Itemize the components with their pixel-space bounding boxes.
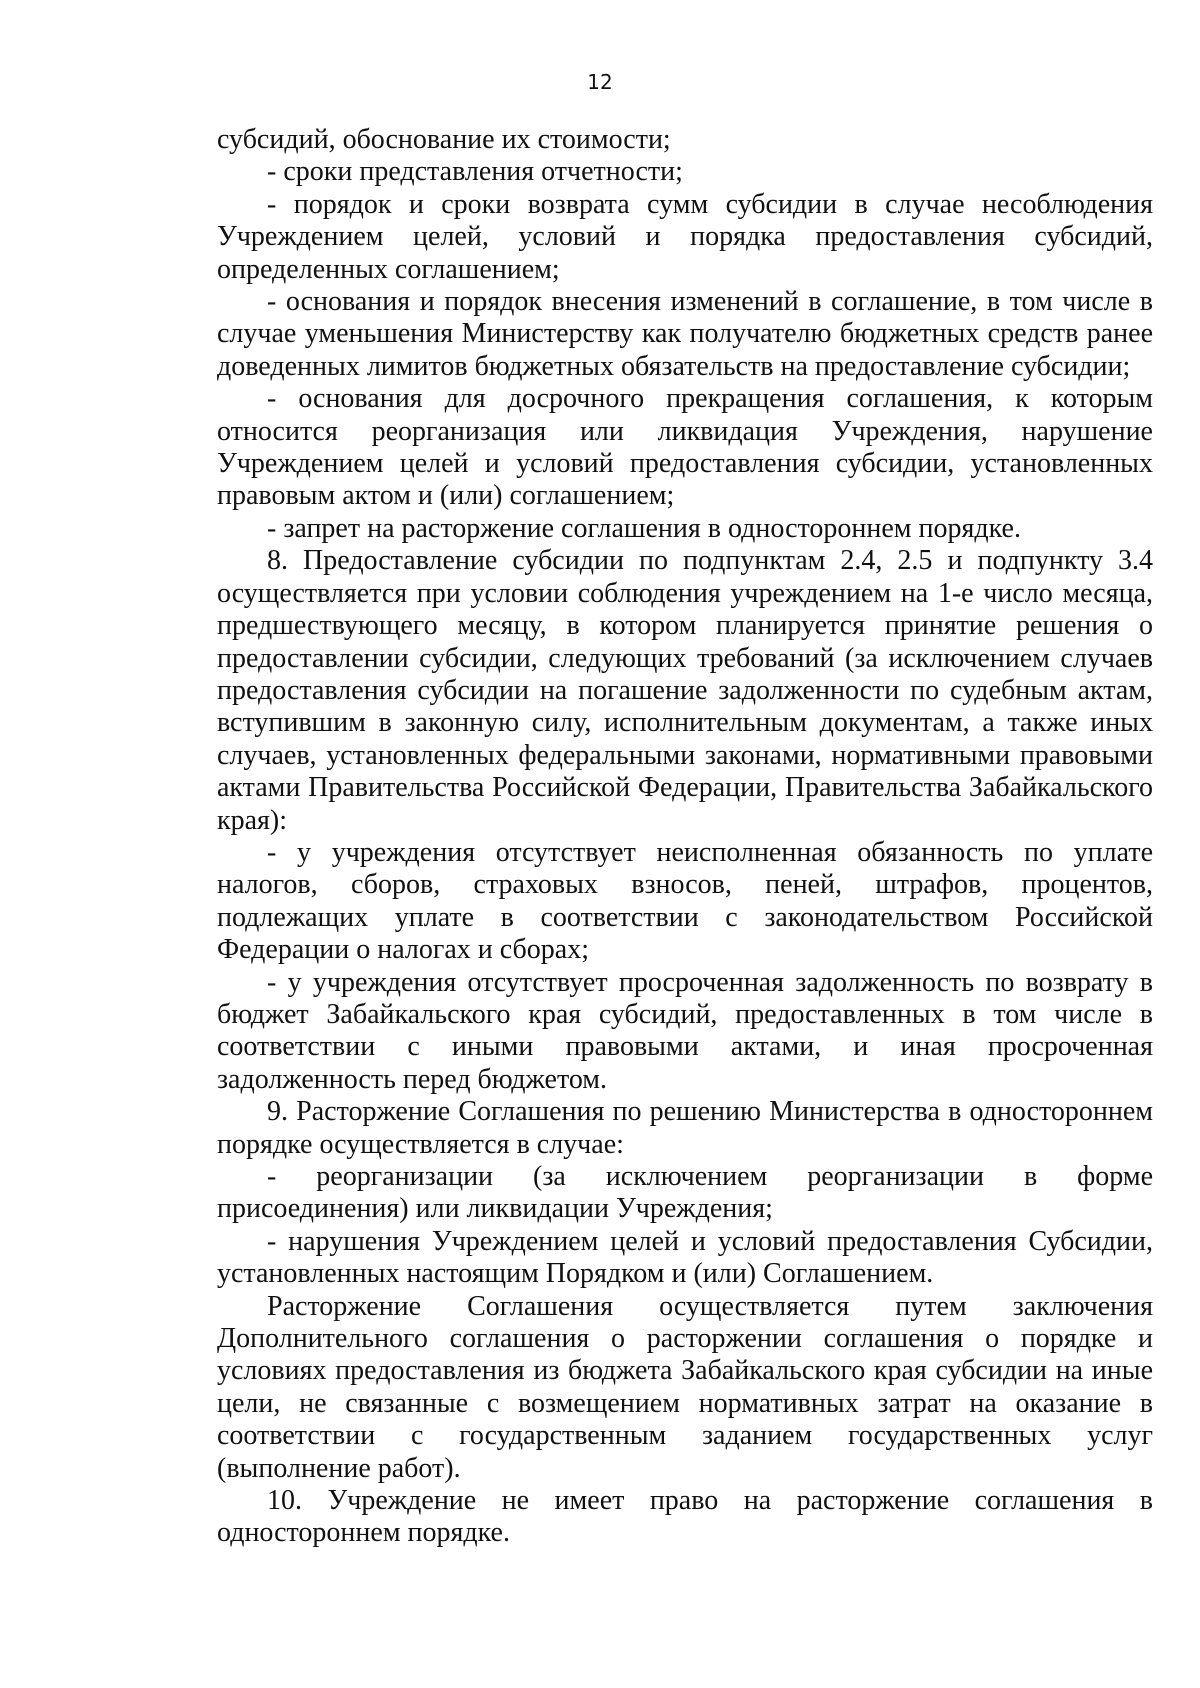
paragraph-violation: - нарушения Учреждением целей и условий предоставления Субсидии, установленных настоящим Порядком и (или) Соглашением. xyxy=(217,1225,1153,1290)
paragraph-amendment-grounds: - основания и порядок внесения изменений в соглашение, в том числе в случае уменьшения Министерству как получателю бюджетных средств ранее доведенных лимитов бюджетных обязательств на предоставление субсидии; xyxy=(217,286,1153,382)
document-body xyxy=(217,124,1153,1550)
paragraph-termination-procedure: Расторжение Соглашения осуществляется путем заключения Дополнительного соглашения о расторжении соглашения о порядке и условиях предоставления из бюджета Забайкальского края субсидии на иные цели, не связанные с возмещением нормативных затрат на оказание в соответствии с государственным заданием государственных услуг (выполнение работ). xyxy=(217,1290,1153,1484)
paragraph-refund-procedure: - порядок и сроки возврата сумм субсидии в случае несоблюдения Учреждением целей, условий и порядка предоставления субсидий, определенных соглашением; xyxy=(217,188,1153,285)
paragraph-item-8: 8. Предоставление субсидии по подпунктам 2.4, 2.5 и подпункту 3.4 осуществляется при условии соблюдения учреждением на 1-е число месяца, предшествующего месяцу, в котором планируется принятие решения о предоставлении субсидии, следующих требований (за исключением случаев предоставления субсидии на погашение задолженности по судебным актам, вступившим в законную силу, исполнительным документам, а также иных случаев, установленных федеральными законами, нормативными правовыми актами Правительства Российской Федерации, Правительства Забайкальского края): xyxy=(217,545,1153,836)
page-number: 12 xyxy=(587,70,613,94)
paragraph-item-10: 10. Учреждение не имеет право на расторжение соглашения в одностороннем порядке. xyxy=(217,1485,1153,1549)
paragraph-unilateral-termination-ban: - запрет на расторжение соглашения в одностороннем порядке. xyxy=(267,512,1021,544)
paragraph-reorganization: - реорганизации (за исключением реорганизации в форме присоединения) или ликвидации Учреждения; xyxy=(217,1161,1153,1225)
paragraph-item-9: 9. Расторжение Соглашения по решению Министерства в одностороннем порядке осуществляется в случае: xyxy=(217,1096,1153,1160)
paragraph-subsidies-justification: субсидий, обоснование их стоимости; xyxy=(217,124,671,155)
paragraph-early-termination-grounds: - основания для досрочного прекращения соглашения, к которым относится реорганизация или ликвидация Учреждения, нарушение Учреждением целей и условий предоставления субсидии, установленных правовым актом и (или) соглашением; xyxy=(217,383,1153,512)
paragraph-no-overdue-debt: - у учреждения отсутствует просроченная задолженность по возврату в бюджет Забайкальского края субсидий, предоставленных в том числе в соответствии с иными правовыми актами, и иная просроченная задолженность перед бюджетом. xyxy=(217,966,1153,1095)
paragraph-reporting-deadlines: - сроки представления отчетности; xyxy=(267,156,683,188)
paragraph-no-tax-debt: - у учреждения отсутствует неисполненная обязанность по уплате налогов, сборов, страховых взносов, пеней, штрафов, процентов, подлежащих уплате в соответствии с законодательством Российской Федерации о налогах и сборах; xyxy=(217,836,1153,966)
